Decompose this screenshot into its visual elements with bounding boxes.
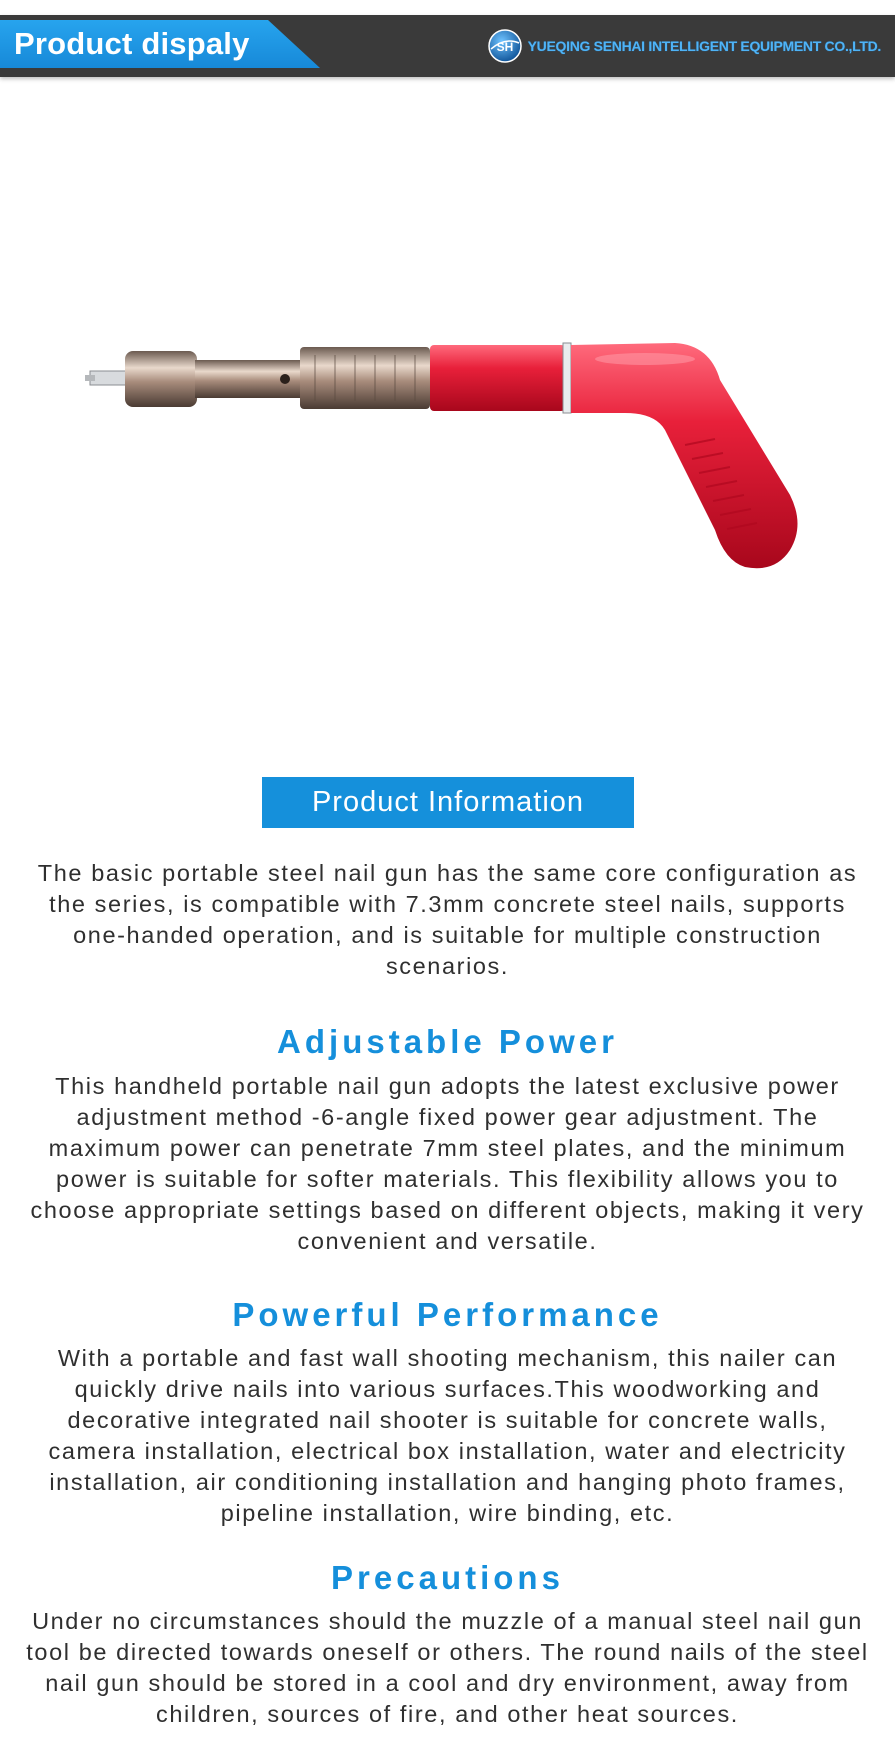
product-information-banner (262, 777, 634, 828)
front-collar (125, 351, 197, 407)
handle (571, 343, 798, 568)
silver-ring (563, 343, 571, 413)
section-body-powerful-performance: With a portable and fast wall shooting mechanism, this nailer can quickly drive nails into various surfaces.This woodworking and decorative integrated nail shooter is suitable for concrete walls, camera installation, electrical box installation, water and electricity installation, air conditioning installation and hanging photo frames, pipeline installation, wire binding, etc. (48, 1345, 847, 1526)
company-logo-icon (488, 29, 522, 63)
knurled-sleeve (300, 347, 430, 409)
section-body-precautions: Under no circumstances should the muzzle of a manual steel nail gun tool be directed towards oneself or others. The round nails of the steel nail gun should be stored in a cool and dry environment, away from children, sources of fire, and other heat sources. (26, 1608, 869, 1727)
product-intro: The basic portable steel nail gun has the same core configuration as the series, is compatible with 7.3mm concrete steel nails, supports one-handed operation, and is suitable for multiple construction scenarios. (37, 860, 858, 979)
nail-pin (85, 375, 95, 381)
section-title-precautions: Precautions (331, 1559, 564, 1596)
section-body-adjustable-power: This handheld portable nail gun adopts the latest exclusive power adjustment method -6-angle fixed power gear adjustment. The maximum power can penetrate 7mm steel plates, and the minimum power is suitable for softer materials. This flexibility allows you to choose appropriate settings based on different objects, making it very convenient and versatile. (30, 1073, 865, 1254)
barrel-hole (280, 374, 290, 384)
company-logo-text: SH (496, 40, 513, 54)
red-body (430, 345, 565, 411)
company-name: YUEQING SENHAI INTELLIGENT EQUIPMENT CO.,LTD. (527, 38, 881, 54)
product-information-title: Product Information (311, 786, 585, 818)
nail-tip (90, 371, 130, 385)
section-title-adjustable-power: Adjustable Power (277, 1023, 618, 1060)
handle-highlight (595, 353, 695, 365)
nail-gun-image (85, 335, 805, 605)
header-tab-title: Product dispaly (14, 26, 250, 61)
section-title-powerful-performance: Powerful Performance (232, 1296, 663, 1333)
company-branding (488, 28, 881, 64)
